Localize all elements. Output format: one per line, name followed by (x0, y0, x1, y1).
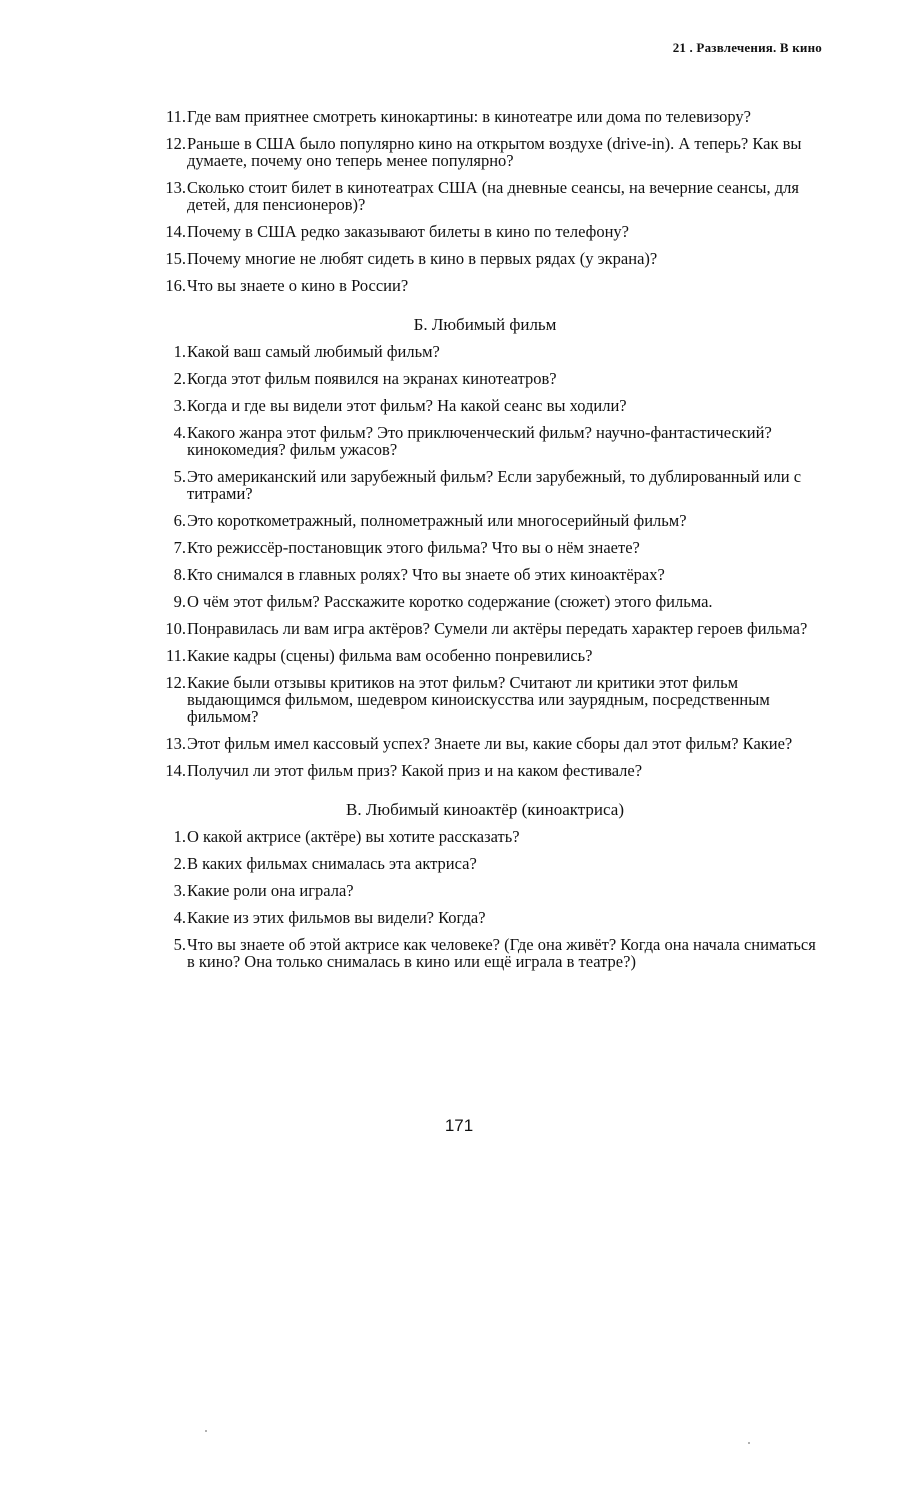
list-item (150, 674, 820, 725)
item-number: 14. (165, 761, 186, 780)
list-item (150, 250, 820, 267)
question-list-c (150, 828, 820, 970)
list-item (150, 370, 820, 387)
item-number: 2. (173, 854, 186, 873)
item-number: 12. (165, 134, 186, 153)
item-number: 1. (173, 342, 186, 361)
scan-speck (748, 1442, 750, 1444)
item-number: 4. (173, 423, 186, 442)
item-text: Какие были отзывы критиков на этот фильм? Считают ли критики этот фильм выдающимся фильмом, шедевром киноискусства или заурядным, посредственным фильмом? (187, 673, 770, 726)
list-item (150, 882, 820, 899)
item-number: 7. (173, 538, 186, 557)
item-text: Какие кадры (сцены) фильма вам особенно понревились? (187, 646, 593, 665)
item-text: О чём этот фильм? Расскажите коротко содержание (сюжет) этого фильма. (187, 592, 713, 611)
item-text: Получил ли этот фильм приз? Какой приз и на каком фестивале? (187, 761, 643, 780)
item-number: 5. (173, 935, 186, 954)
list-item (150, 135, 820, 169)
item-text: Понравилась ли вам игра актёров? Сумели ли актёры передать характер героев фильма? (187, 619, 808, 638)
section-title-favorite-film: Б. Любимый фильм (413, 315, 557, 334)
list-item (150, 539, 820, 556)
item-number: 9. (173, 592, 186, 611)
running-head: 21 . Развлечения. В кино (672, 40, 822, 55)
page-content (150, 108, 820, 980)
item-text: Какие из этих фильмов вы видели? Когда? (187, 908, 486, 927)
list-item (150, 855, 820, 872)
item-text: Сколько стоит билет в кинотеатрах США (на дневные сеансы, на вечерние сеансы, для детей, для пенсионеров)? (187, 178, 799, 214)
item-text: Это американский или зарубежный фильм? Если зарубежный, то дублированный или с титрами? (187, 467, 802, 503)
item-text: Этот фильм имел кассовый успех? Знаете ли вы, какие сборы дал этот фильм? Какие? (187, 734, 793, 753)
item-text: Когда и где вы видели этот фильм? На какой сеанс вы ходили? (187, 396, 627, 415)
item-text: Почему многие не любят сидеть в кино в первых рядах (у экрана)? (187, 249, 658, 268)
item-number: 5. (173, 467, 186, 486)
item-text: Какого жанра этот фильм? Это приключенческий фильм? научно-фантастический? кинокомедия? фильм ужасов? (187, 423, 772, 459)
list-item (150, 468, 820, 502)
list-item (150, 647, 820, 664)
item-text: Кто снимался в главных ролях? Что вы знаете об этих киноактёрах? (187, 565, 665, 584)
list-item (150, 620, 820, 637)
section-title-favorite-actor: В. Любимый киноактёр (киноактриса) (346, 800, 624, 819)
question-list-b (150, 343, 820, 779)
list-item (150, 828, 820, 845)
question-list-a (150, 108, 820, 294)
item-number: 2. (173, 369, 186, 388)
item-text: Какой ваш самый любимый фильм? (187, 342, 440, 361)
item-text: В каких фильмах снималась эта актриса? (187, 854, 477, 873)
item-number: 13. (165, 734, 186, 753)
list-item (150, 179, 820, 213)
list-item (150, 936, 820, 970)
item-number: 13. (165, 178, 186, 197)
item-text: О какой актрисе (актёре) вы хотите рассказать? (187, 827, 520, 846)
item-number: 8. (173, 565, 186, 584)
item-number: 3. (173, 881, 186, 900)
item-text: Что вы знаете об этой актрисе как человеке? (Где она живёт? Когда она начала сниматься в кино? Она только снималась в кино или ещё играла в театре?) (187, 935, 816, 971)
list-item (150, 512, 820, 529)
item-number: 3. (173, 396, 186, 415)
item-number: 14. (165, 222, 186, 241)
item-number: 10. (165, 619, 186, 638)
list-item (150, 762, 820, 779)
list-item (150, 397, 820, 414)
item-number: 11. (165, 646, 186, 665)
list-item (150, 909, 820, 926)
list-item (150, 735, 820, 752)
item-number: 4. (173, 908, 186, 927)
list-item (150, 424, 820, 458)
list-item (150, 566, 820, 583)
list-item (150, 593, 820, 610)
item-text: Это короткометражный, полнометражный или многосерийный фильм? (187, 511, 687, 530)
list-item (150, 277, 820, 294)
item-text: Что вы знаете о кино в России? (187, 276, 409, 295)
page-number: 171 (444, 1116, 474, 1135)
item-text: Кто режиссёр-постановщик этого фильма? Что вы о нём знаете? (187, 538, 640, 557)
list-item (150, 343, 820, 360)
item-number: 6. (173, 511, 186, 530)
item-text: Где вам приятнее смотреть кинокартины: в кинотеатре или дома по телевизору? (187, 107, 751, 126)
scan-speck (205, 1430, 207, 1432)
item-number: 15. (165, 249, 186, 268)
item-text: Почему в США редко заказывают билеты в кино по телефону? (187, 222, 629, 241)
item-text: Раньше в США было популярно кино на открытом воздухе (drive-in). А теперь? Как вы думаете, почему оно теперь менее популярно? (187, 134, 802, 170)
item-number: 12. (165, 673, 186, 692)
item-number: 1. (173, 827, 186, 846)
list-item (150, 108, 820, 125)
item-number: 16. (165, 276, 186, 295)
list-item (150, 223, 820, 240)
item-text: Какие роли она играла? (187, 881, 354, 900)
item-text: Когда этот фильм появился на экранах кинотеатров? (187, 369, 557, 388)
item-number: 11. (165, 107, 186, 126)
